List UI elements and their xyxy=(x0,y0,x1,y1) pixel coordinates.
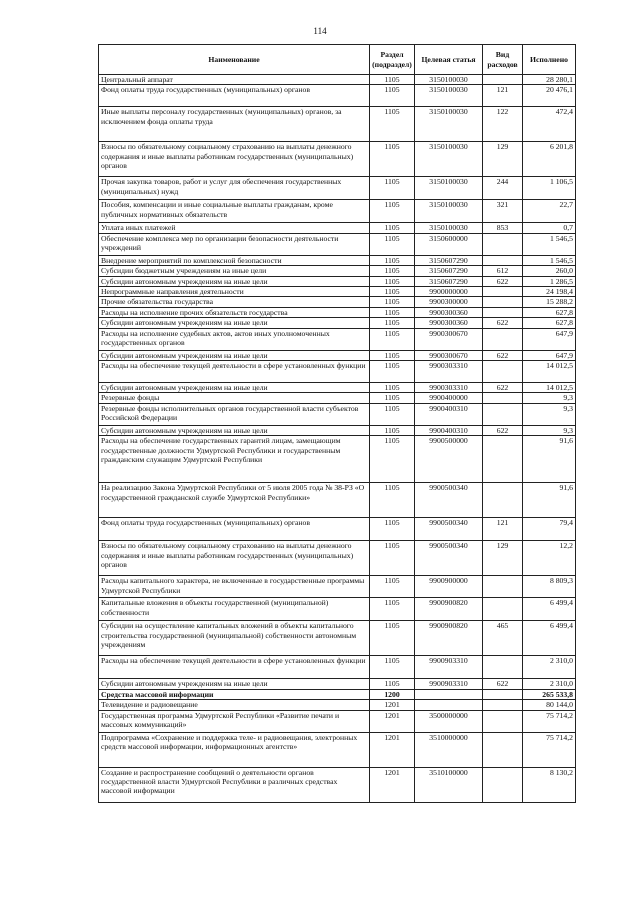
cell-target: 9900903310 xyxy=(415,679,483,689)
cell-section: 1105 xyxy=(370,598,415,621)
cell-type: 244 xyxy=(483,177,523,200)
cell-target: 3150607290 xyxy=(415,266,483,276)
cell-amount: 9,3 xyxy=(523,403,576,425)
cell-section: 1105 xyxy=(370,85,415,107)
cell-type xyxy=(483,732,523,767)
table-body xyxy=(99,75,576,803)
cell-type xyxy=(483,287,523,297)
cell-target: 9900400000 xyxy=(415,393,483,403)
table-row xyxy=(99,710,576,732)
cell-amount: 260,0 xyxy=(523,266,576,276)
cell-target: 9900303310 xyxy=(415,383,483,393)
cell-name: Иные выплаты персоналу государственных (муниципальных) органов, за исключением фонда оплаты труда xyxy=(99,107,370,142)
cell-name: Субсидии автономным учреждениям на иные цели xyxy=(99,679,370,689)
cell-section: 1105 xyxy=(370,287,415,297)
cell-target: 9900500000 xyxy=(415,436,483,483)
cell-type: 122 xyxy=(483,107,523,142)
cell-type xyxy=(483,710,523,732)
cell-section: 1105 xyxy=(370,361,415,383)
table-row xyxy=(99,767,576,802)
page-number: 114 xyxy=(313,26,327,36)
cell-name: Субсидии на осуществление капитальных вложений в объекты капитального строительства государственной (муниципальной) собственности автономным учреждениям xyxy=(99,621,370,656)
cell-amount: 24 198,4 xyxy=(523,287,576,297)
table-row xyxy=(99,297,576,307)
cell-amount: 12,2 xyxy=(523,541,576,576)
cell-name: Внедрение мероприятий по комплексной безопасности xyxy=(99,255,370,265)
cell-section: 1105 xyxy=(370,393,415,403)
cell-name: Субсидии бюджетным учреждениям на иные цели xyxy=(99,266,370,276)
header-name: Наименование xyxy=(99,45,370,75)
cell-target: 9900300670 xyxy=(415,350,483,360)
cell-target: 9900500340 xyxy=(415,483,483,518)
cell-amount: 647,9 xyxy=(523,328,576,350)
cell-name: Пособия, компенсации и иные социальные выплаты гражданам, кроме публичных нормативных обязательств xyxy=(99,200,370,223)
cell-name: Взносы по обязательному социальному страхованию на выплаты денежного содержания и иные выплаты работникам государственных (муниципальных) органов xyxy=(99,142,370,177)
cell-target: 9900900820 xyxy=(415,621,483,656)
table-row xyxy=(99,383,576,393)
cell-name: Прочая закупка товаров, работ и услуг для обеспечения государственных (муниципальных) нужд xyxy=(99,177,370,200)
cell-section: 1105 xyxy=(370,383,415,393)
table-row xyxy=(99,576,576,598)
table-row xyxy=(99,436,576,483)
table-row xyxy=(99,328,576,350)
cell-target: 9900900820 xyxy=(415,598,483,621)
table-row xyxy=(99,276,576,286)
cell-type: 622 xyxy=(483,318,523,328)
cell-amount: 22,7 xyxy=(523,200,576,223)
cell-target: 9900300360 xyxy=(415,318,483,328)
cell-target: 3150600000 xyxy=(415,233,483,255)
cell-name: Государственная программа Удмуртской Республики «Развитие печати и массовых коммуникаций» xyxy=(99,710,370,732)
cell-section: 1105 xyxy=(370,403,415,425)
cell-type: 121 xyxy=(483,85,523,107)
cell-type xyxy=(483,700,523,710)
cell-amount: 627,8 xyxy=(523,307,576,317)
cell-target: 3150100030 xyxy=(415,75,483,85)
cell-name: Субсидии автономным учреждениям на иные цели xyxy=(99,425,370,435)
cell-amount: 1 546,5 xyxy=(523,255,576,265)
table-row xyxy=(99,307,576,317)
cell-amount: 80 144,0 xyxy=(523,700,576,710)
cell-section: 1105 xyxy=(370,297,415,307)
cell-type xyxy=(483,75,523,85)
cell-section: 1105 xyxy=(370,107,415,142)
table-row xyxy=(99,483,576,518)
cell-section: 1200 xyxy=(370,689,415,699)
cell-amount: 8 809,3 xyxy=(523,576,576,598)
cell-section: 1201 xyxy=(370,700,415,710)
cell-type xyxy=(483,233,523,255)
cell-name: Средства массовой информации xyxy=(99,689,370,699)
cell-section: 1105 xyxy=(370,541,415,576)
cell-amount: 6 201,8 xyxy=(523,142,576,177)
cell-amount: 75 714,2 xyxy=(523,732,576,767)
cell-target: 9900303310 xyxy=(415,361,483,383)
table-row xyxy=(99,425,576,435)
cell-amount: 8 130,2 xyxy=(523,767,576,802)
cell-name: Расходы капитального характера, не включенные в государственные программы Удмуртской Республики xyxy=(99,576,370,598)
table-row xyxy=(99,318,576,328)
cell-target: 3150100030 xyxy=(415,142,483,177)
cell-name: Расходы на обеспечение текущей деятельности в сфере установленных функции xyxy=(99,361,370,383)
cell-section: 1201 xyxy=(370,732,415,767)
cell-amount: 472,4 xyxy=(523,107,576,142)
table-row xyxy=(99,75,576,85)
cell-section: 1105 xyxy=(370,266,415,276)
cell-name: Расходы на исполнение прочих обязательств государства xyxy=(99,307,370,317)
cell-section: 1105 xyxy=(370,518,415,541)
cell-type xyxy=(483,307,523,317)
cell-amount: 9,3 xyxy=(523,425,576,435)
cell-name: На реализацию Закона Удмуртской Республики от 5 июля 2005 года № 38-РЗ «О государственной гражданской службе Удмуртской Республики» xyxy=(99,483,370,518)
cell-name: Телевидение и радиовещание xyxy=(99,700,370,710)
cell-amount: 627,8 xyxy=(523,318,576,328)
table-row xyxy=(99,255,576,265)
cell-section: 1105 xyxy=(370,223,415,233)
cell-amount: 91,6 xyxy=(523,436,576,483)
cell-name: Непрограммные направления деятельности xyxy=(99,287,370,297)
cell-section: 1105 xyxy=(370,200,415,223)
cell-name: Создание и распространение сообщений о деятельности органов государственной власти Удмуртской Республики в различных средствах массовой информации xyxy=(99,767,370,802)
cell-section: 1105 xyxy=(370,350,415,360)
cell-name: Субсидии автономным учреждениям на иные цели xyxy=(99,383,370,393)
cell-type xyxy=(483,361,523,383)
cell-target: 9900300000 xyxy=(415,297,483,307)
cell-amount: 20 476,1 xyxy=(523,85,576,107)
budget-table xyxy=(98,44,576,803)
cell-target: 9900900000 xyxy=(415,576,483,598)
cell-target: 3510000000 xyxy=(415,732,483,767)
header-section: Раздел (подраздел) xyxy=(370,45,415,75)
cell-section: 1105 xyxy=(370,576,415,598)
table-row xyxy=(99,621,576,656)
table-row xyxy=(99,518,576,541)
table-row xyxy=(99,266,576,276)
cell-section: 1105 xyxy=(370,233,415,255)
table-row xyxy=(99,223,576,233)
table-row xyxy=(99,689,576,699)
header-type: Вид расходов xyxy=(483,45,523,75)
table-row xyxy=(99,107,576,142)
cell-target xyxy=(415,689,483,699)
cell-type xyxy=(483,393,523,403)
cell-type xyxy=(483,483,523,518)
cell-amount: 14 012,5 xyxy=(523,383,576,393)
cell-target: 3150100030 xyxy=(415,85,483,107)
cell-target: 9900400310 xyxy=(415,403,483,425)
cell-amount: 2 310,0 xyxy=(523,679,576,689)
cell-section: 1105 xyxy=(370,255,415,265)
cell-type xyxy=(483,656,523,679)
cell-type xyxy=(483,436,523,483)
cell-section: 1105 xyxy=(370,436,415,483)
cell-type xyxy=(483,297,523,307)
table-row xyxy=(99,656,576,679)
cell-section: 1105 xyxy=(370,276,415,286)
cell-name: Расходы на исполнение судебных актов, актов иных уполномоченных государственных органов xyxy=(99,328,370,350)
cell-amount: 9,3 xyxy=(523,393,576,403)
cell-type: 612 xyxy=(483,266,523,276)
cell-amount: 79,4 xyxy=(523,518,576,541)
cell-section: 1105 xyxy=(370,75,415,85)
cell-target: 3500000000 xyxy=(415,710,483,732)
table-row xyxy=(99,142,576,177)
table-header-row xyxy=(99,45,576,75)
cell-type xyxy=(483,767,523,802)
cell-amount: 15 288,2 xyxy=(523,297,576,307)
table-row xyxy=(99,200,576,223)
cell-type: 465 xyxy=(483,621,523,656)
cell-target: 3150607290 xyxy=(415,276,483,286)
cell-type xyxy=(483,403,523,425)
cell-section: 1105 xyxy=(370,177,415,200)
cell-target: 9900500340 xyxy=(415,518,483,541)
cell-name: Фонд оплаты труда государственных (муниципальных) органов xyxy=(99,518,370,541)
cell-amount: 75 714,2 xyxy=(523,710,576,732)
cell-type xyxy=(483,576,523,598)
header-amount: Исполнено xyxy=(523,45,576,75)
cell-section: 1105 xyxy=(370,679,415,689)
cell-amount: 1 106,5 xyxy=(523,177,576,200)
cell-target: 3150100030 xyxy=(415,107,483,142)
table-row xyxy=(99,679,576,689)
cell-target: 9900500340 xyxy=(415,541,483,576)
cell-name: Взносы по обязательному социальному страхованию на выплаты денежного содержания и иные выплаты работникам государственных (муниципальных) органов xyxy=(99,541,370,576)
cell-target xyxy=(415,700,483,710)
table-row xyxy=(99,393,576,403)
table-row xyxy=(99,233,576,255)
table-row xyxy=(99,361,576,383)
cell-section: 1201 xyxy=(370,767,415,802)
cell-type: 129 xyxy=(483,142,523,177)
cell-target: 9900000000 xyxy=(415,287,483,297)
cell-type: 129 xyxy=(483,541,523,576)
cell-target: 3150100030 xyxy=(415,177,483,200)
cell-name: Субсидии автономным учреждениям на иные цели xyxy=(99,276,370,286)
cell-name: Обеспечение комплекса мер по организации безопасности деятельности учреждений xyxy=(99,233,370,255)
cell-type xyxy=(483,689,523,699)
cell-section: 1105 xyxy=(370,621,415,656)
cell-name: Резервные фонды xyxy=(99,393,370,403)
table-row xyxy=(99,85,576,107)
cell-type: 321 xyxy=(483,200,523,223)
cell-name: Субсидии автономным учреждениям на иные цели xyxy=(99,318,370,328)
cell-type xyxy=(483,328,523,350)
cell-target: 3150607290 xyxy=(415,255,483,265)
cell-name: Расходы на обеспечение текущей деятельности в сфере установленных функции xyxy=(99,656,370,679)
cell-type: 622 xyxy=(483,350,523,360)
cell-section: 1105 xyxy=(370,307,415,317)
cell-amount: 265 533,8 xyxy=(523,689,576,699)
cell-name: Расходы на обеспечение государственных гарантий лицам, замещающим государственные должности Удмуртской Республики и государственным гражданским служащим Удмуртской Республики xyxy=(99,436,370,483)
cell-type xyxy=(483,255,523,265)
cell-target: 9900903310 xyxy=(415,656,483,679)
cell-type: 622 xyxy=(483,679,523,689)
cell-target: 3510100000 xyxy=(415,767,483,802)
cell-target: 3150100030 xyxy=(415,200,483,223)
table-row xyxy=(99,287,576,297)
cell-amount: 1 546,5 xyxy=(523,233,576,255)
cell-section: 1105 xyxy=(370,425,415,435)
cell-amount: 647,9 xyxy=(523,350,576,360)
cell-amount: 91,6 xyxy=(523,483,576,518)
cell-type xyxy=(483,598,523,621)
cell-type: 853 xyxy=(483,223,523,233)
cell-amount: 28 280,1 xyxy=(523,75,576,85)
cell-name: Фонд оплаты труда государственных (муниципальных) органов xyxy=(99,85,370,107)
cell-target: 9900300360 xyxy=(415,307,483,317)
table-row xyxy=(99,403,576,425)
cell-name: Подпрограмма «Сохранение и поддержка теле- и радиовещания, электронных средств массовой информации, информационных агентств» xyxy=(99,732,370,767)
header-target: Целевая статья xyxy=(415,45,483,75)
cell-target: 9900400310 xyxy=(415,425,483,435)
cell-name: Центральный аппарат xyxy=(99,75,370,85)
table-row xyxy=(99,732,576,767)
table-row xyxy=(99,541,576,576)
cell-amount: 2 310,0 xyxy=(523,656,576,679)
cell-section: 1105 xyxy=(370,142,415,177)
table-row xyxy=(99,598,576,621)
cell-amount: 6 499,4 xyxy=(523,621,576,656)
cell-section: 1105 xyxy=(370,328,415,350)
cell-target: 3150100030 xyxy=(415,223,483,233)
cell-amount: 14 012,5 xyxy=(523,361,576,383)
cell-name: Уплата иных платежей xyxy=(99,223,370,233)
cell-amount: 1 286,5 xyxy=(523,276,576,286)
cell-type: 622 xyxy=(483,383,523,393)
table-row xyxy=(99,700,576,710)
cell-type: 622 xyxy=(483,425,523,435)
cell-name: Резервные фонды исполнительных органов государственной власти субъектов Российской Федерации xyxy=(99,403,370,425)
cell-target: 9900300670 xyxy=(415,328,483,350)
cell-amount: 6 499,4 xyxy=(523,598,576,621)
cell-section: 1105 xyxy=(370,318,415,328)
table-row xyxy=(99,350,576,360)
cell-type: 121 xyxy=(483,518,523,541)
cell-section: 1105 xyxy=(370,656,415,679)
table-row xyxy=(99,177,576,200)
cell-section: 1105 xyxy=(370,483,415,518)
cell-section: 1201 xyxy=(370,710,415,732)
cell-name: Прочие обязательства государства xyxy=(99,297,370,307)
cell-amount: 0,7 xyxy=(523,223,576,233)
cell-name: Капитальные вложения в объекты государственной (муниципальной) собственности xyxy=(99,598,370,621)
cell-name: Субсидии автономным учреждениям на иные цели xyxy=(99,350,370,360)
cell-type: 622 xyxy=(483,276,523,286)
